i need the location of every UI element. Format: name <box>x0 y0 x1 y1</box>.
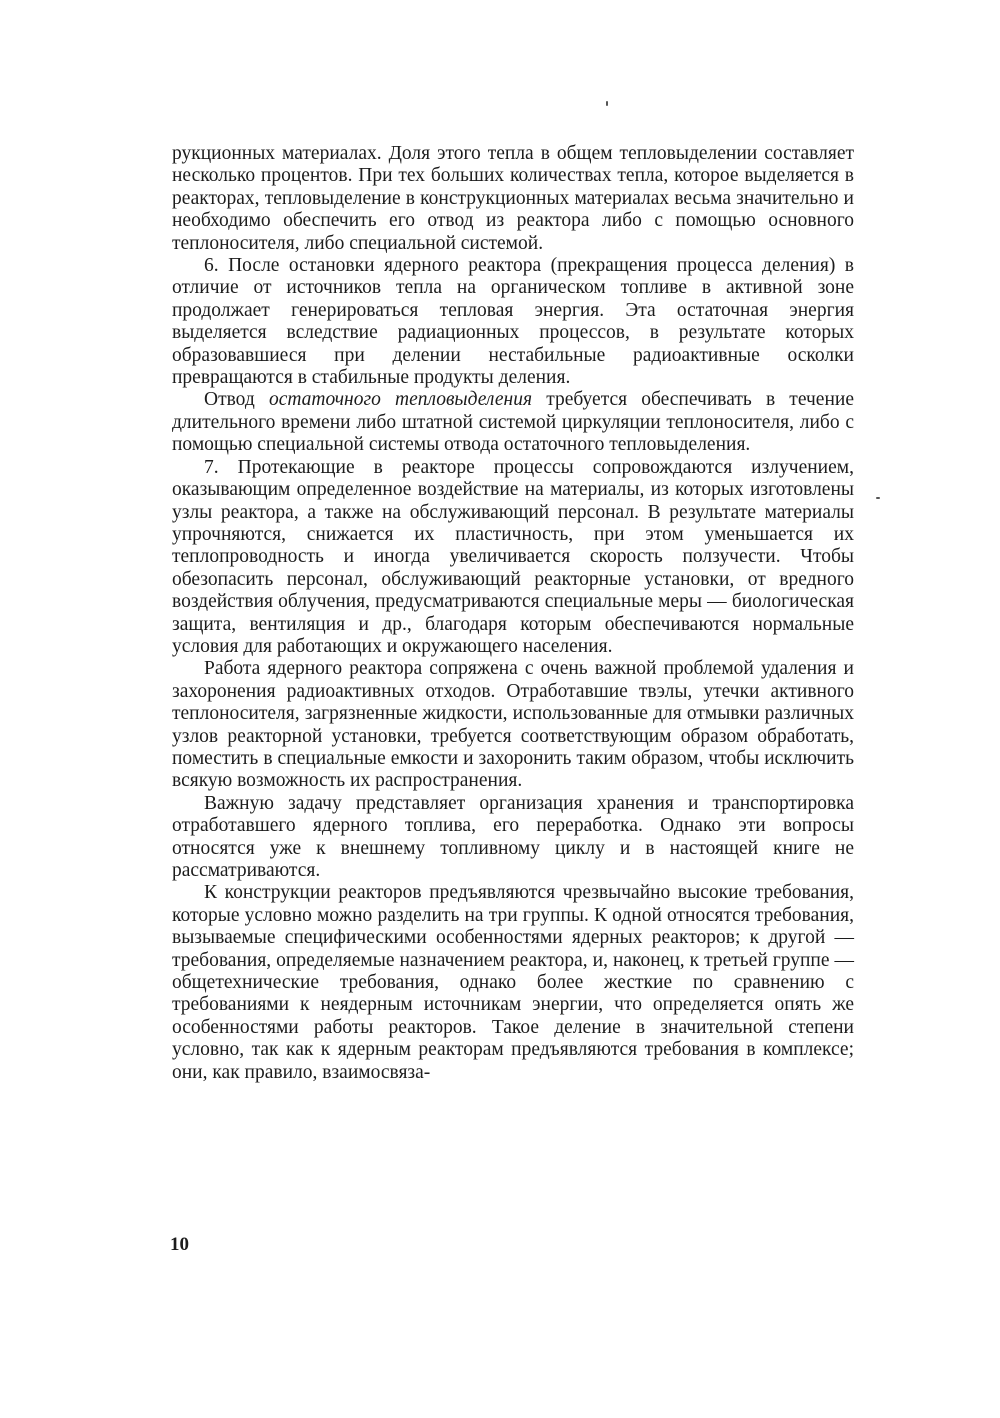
paragraph-residual-heat-removal <box>172 389 854 456</box>
paragraph-radioactive-waste: Работа ядерного реактора сопряжена с очень важной проблемой удаления и захоронения радиоактивных отходов. Отработавшие твэлы, утечки активного теплоносителя, загрязненные жидкости, использованные для отмывки различных узлов реакторной установки, требуется соответствующим образом обработать, поместить в специальные емкости и захоронить таким образом, чтобы исключить всякую возможность их распространения. <box>172 658 854 792</box>
scan-speck <box>606 101 608 106</box>
paragraph-design-requirements: К конструкции реакторов предъявляются чрезвычайно высокие требования, которые условно можно разделить на три группы. К одной относятся требования, вызываемые специфическими особенностями ядерных реакторов; к другой — требования, определяемые назначением реактора, и, наконец, к третьей группе — общетехнические требования, однако более жесткие по сравнению с требованиями к неядерным источникам энергии, что определяется опять же особенностями работы реакторов. Такое деление в значительной степени условно, так как к ядерным реакторам предъявляются требования в комплексе; они, как правило, взаимосвяза- <box>172 882 854 1083</box>
scan-speck <box>876 497 880 499</box>
paragraph-fuel-transport: Важную задачу представляет организация хранения и транспортировка отработавшего ядерного топлива, его переработка. Однако эти вопросы относятся уже к внешнему топливному циклу и в настоящей книге не рассматриваются. <box>172 792 854 881</box>
paragraph-text-after: требуется обеспечивать в течение длительного времени либо штатной системой циркуляции теплоносителя, либо с помощью специальной системы отвода остаточного тепловыделения. <box>172 389 854 456</box>
body-text <box>172 143 854 1084</box>
paragraph-text-before: Отвод <box>204 389 269 411</box>
paragraph-residual-energy: 6. После остановки ядерного реактора (прекращения процесса деления) в отличие от источников тепла на органическом топливе в активной зоне продолжает генерироваться тепловая энергия. Эта остаточная энергия выделяется вследствие радиационных процессов, в результате которых образовавшиеся при делении нестабильные радиоактивные осколки превращаются в стабильные продукты деления. <box>172 255 854 389</box>
paragraph-radiation: 7. Протекающие в реакторе процессы сопровождаются излучением, оказывающим определенное воздействие на материалы, из которых изготовлены узлы реактора, а также на обслуживающий персонал. В результате материалы упрочняются, снижается их пластичность, при этом уменьшается их теплопроводность и иногда увеличивается скорость ползучести. Чтобы обезопасить персонал, обслуживающий реакторные установки, от вредного воздействия облучения, предусматриваются специальные меры — биологическая защита, вентиляция и др., благодаря которым обеспечиваются нормальные условия для работающих и окружающего населения. <box>172 456 854 657</box>
emphasis-residual-heat: остаточного тепловыделения <box>268 389 533 411</box>
page-number: 10 <box>170 1234 189 1255</box>
paragraph-construction-materials: рукционных материалах. Доля этого тепла в общем тепловыделении составляет несколько процентов. При тех больших количествах тепла, которое выделяется в реакторах, тепловыделение в конструкционных материалах весьма значительно и необходимо обеспечить его отвод из реактора либо с помощью основного теплоносителя, либо специальной системой. <box>172 143 854 254</box>
